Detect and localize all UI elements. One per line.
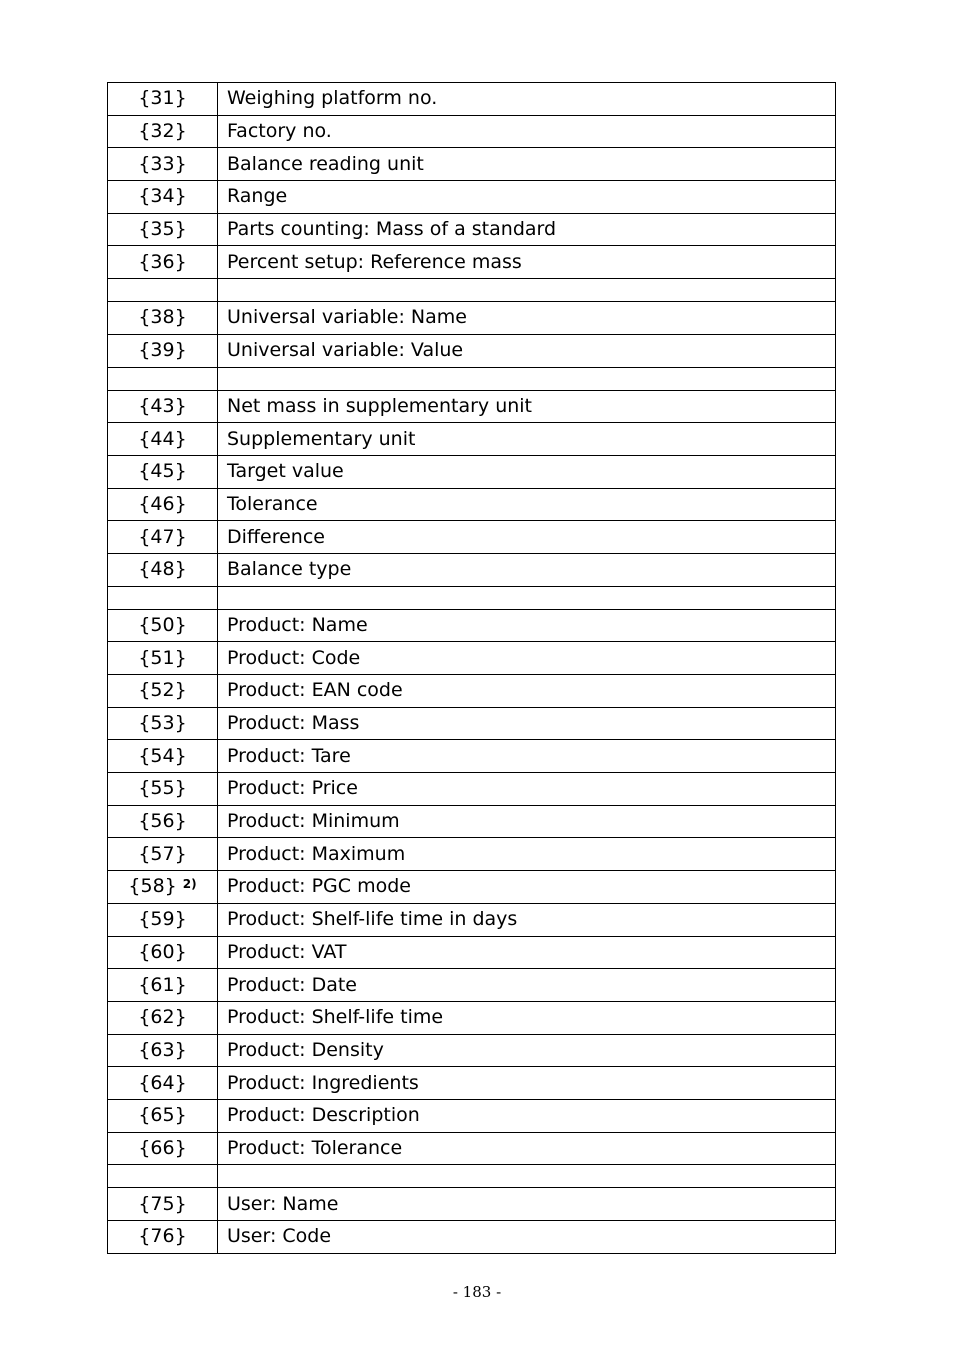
variable-description (218, 1221, 836, 1254)
variable-description (218, 675, 836, 708)
variable-description-text: Parts counting: Mass of a standard (227, 218, 557, 241)
variable-code-text: {61} (138, 973, 187, 996)
variable-code (108, 1034, 218, 1067)
variable-description (218, 586, 836, 609)
variable-code (108, 334, 218, 367)
variables-table (107, 82, 836, 1254)
variable-description (218, 1132, 836, 1165)
variable-description (218, 115, 836, 148)
table-row (108, 871, 836, 904)
variable-description (218, 642, 836, 675)
variable-description (218, 390, 836, 423)
variable-description (218, 1165, 836, 1188)
variable-code-text: {60} (138, 940, 187, 963)
variable-description (218, 1001, 836, 1034)
variable-code (108, 83, 218, 116)
variable-description-text: Product: Shelf-life time (227, 1006, 444, 1029)
table-row (108, 707, 836, 740)
variable-code-text: {63} (138, 1038, 187, 1061)
variable-description-text: Difference (227, 525, 325, 548)
table-row (108, 903, 836, 936)
variable-code (108, 213, 218, 246)
variable-code (108, 586, 218, 609)
table-row (108, 553, 836, 586)
variable-code (108, 903, 218, 936)
variable-description-text: Balance reading unit (227, 152, 424, 175)
variable-code-text: {34} (138, 185, 187, 208)
variable-description (218, 521, 836, 554)
variable-code-text: {43} (138, 394, 187, 417)
table-row-blank (108, 1165, 836, 1188)
table-row (108, 609, 836, 642)
variable-description-text: Supplementary unit (227, 427, 416, 450)
variable-code (108, 302, 218, 335)
variable-code-text: {33} (138, 152, 187, 175)
variable-code (108, 740, 218, 773)
table-row (108, 773, 836, 806)
variable-description-text: Product: Maximum (227, 842, 406, 865)
table-row (108, 1188, 836, 1221)
variable-code-text: {48} (138, 558, 187, 581)
variable-code-text: {56} (138, 810, 187, 833)
variable-description-text: Product: Minimum (227, 810, 400, 833)
variable-description (218, 148, 836, 181)
variable-description-text: Product: Tare (227, 744, 351, 767)
variable-description-text: Net mass in supplementary unit (227, 394, 533, 417)
variable-description-text: Product: VAT (227, 940, 347, 963)
table-row (108, 115, 836, 148)
variable-description-text: Product: Date (227, 973, 357, 996)
variable-description-text: Percent setup: Reference mass (227, 250, 522, 273)
variable-code (108, 148, 218, 181)
variable-description (218, 553, 836, 586)
variable-description (218, 1067, 836, 1100)
variable-description-text: Universal variable: Name (227, 306, 467, 329)
table-row (108, 1132, 836, 1165)
variable-code (108, 181, 218, 214)
variable-description (218, 838, 836, 871)
variable-code-text: {31} (138, 87, 187, 110)
table-row (108, 488, 836, 521)
variable-description-text: Product: Code (227, 646, 361, 669)
variable-description (218, 279, 836, 302)
table-row (108, 805, 836, 838)
variable-description-text: Product: Shelf-life time in days (227, 908, 518, 931)
footnote-marker: 2) (182, 877, 197, 892)
variable-description-text: Product: Mass (227, 712, 360, 735)
variable-code-text: {36} (138, 250, 187, 273)
table-row-blank (108, 586, 836, 609)
variable-code (108, 773, 218, 806)
variable-code (108, 521, 218, 554)
variable-description (218, 302, 836, 335)
variable-code-text: {59} (138, 908, 187, 931)
variable-code-text: {54} (138, 744, 187, 767)
variable-description (218, 969, 836, 1002)
variable-code (108, 936, 218, 969)
variable-code (108, 553, 218, 586)
variable-description-text: Product: Price (227, 777, 358, 800)
variable-description (218, 334, 836, 367)
variable-description-text: User: Name (227, 1192, 339, 1215)
variable-description (218, 903, 836, 936)
variable-description (218, 805, 836, 838)
table-row (108, 181, 836, 214)
table-row (108, 148, 836, 181)
variable-code (108, 1099, 218, 1132)
variable-code-text: {51} (138, 646, 187, 669)
table-row (108, 302, 836, 335)
variable-code-text: {35} (138, 218, 187, 241)
variable-description (218, 423, 836, 456)
variable-code (108, 390, 218, 423)
variable-description (218, 367, 836, 390)
table-row (108, 969, 836, 1002)
variable-description-text: Product: Name (227, 613, 368, 636)
variable-description (218, 740, 836, 773)
variable-code-text: {47} (138, 525, 187, 548)
variable-code (108, 115, 218, 148)
variable-code (108, 488, 218, 521)
variable-description (218, 455, 836, 488)
variable-description-text: Product: Tolerance (227, 1136, 403, 1159)
variable-code (108, 1001, 218, 1034)
table-row (108, 390, 836, 423)
variable-code-text: {58} (128, 875, 177, 898)
variable-code (108, 1188, 218, 1221)
variable-code-text: {53} (138, 712, 187, 735)
variable-description (218, 1188, 836, 1221)
page-number: - 183 - (452, 1283, 502, 1301)
variable-code (108, 1221, 218, 1254)
variable-code-text: {75} (138, 1192, 187, 1215)
variable-code (108, 367, 218, 390)
variable-code-text: {44} (138, 427, 187, 450)
variable-code-text: {64} (138, 1071, 187, 1094)
variable-code (108, 609, 218, 642)
variable-description (218, 773, 836, 806)
variable-description-text: Product: EAN code (227, 679, 403, 702)
variables-table-body (108, 83, 836, 1254)
variable-description-text: Product: Density (227, 1038, 384, 1061)
table-row (108, 1221, 836, 1254)
table-row-blank (108, 367, 836, 390)
table-row (108, 936, 836, 969)
variable-description (218, 83, 836, 116)
table-row-blank (108, 279, 836, 302)
variable-description-text: Target value (227, 460, 344, 483)
table-row (108, 838, 836, 871)
variable-code-text: {65} (138, 1104, 187, 1127)
variable-description (218, 707, 836, 740)
variable-description-text: Tolerance (227, 492, 318, 515)
variable-code-text: {76} (138, 1225, 187, 1248)
variable-code-text: {38} (138, 306, 187, 329)
variable-code (108, 838, 218, 871)
variable-description (218, 488, 836, 521)
table-row (108, 334, 836, 367)
variable-description (218, 936, 836, 969)
table-row (108, 246, 836, 279)
table-row (108, 521, 836, 554)
table-row (108, 455, 836, 488)
variable-description-text: Product: Ingredients (227, 1071, 419, 1094)
table-row (108, 213, 836, 246)
variable-code (108, 642, 218, 675)
variable-code (108, 675, 218, 708)
variable-code (108, 805, 218, 838)
variable-code-text: {66} (138, 1136, 187, 1159)
variable-code-text: {62} (138, 1006, 187, 1029)
variable-code-text: {50} (138, 613, 187, 636)
variable-description-text: Product: Description (227, 1104, 420, 1127)
variable-code-text: {46} (138, 492, 187, 515)
table-row (108, 740, 836, 773)
variable-description (218, 1034, 836, 1067)
variable-description (218, 609, 836, 642)
variable-code (108, 1067, 218, 1100)
variable-description (218, 246, 836, 279)
table-row (108, 1067, 836, 1100)
variable-code (108, 969, 218, 1002)
variable-code-text: {57} (138, 842, 187, 865)
variable-code (108, 871, 218, 904)
variable-code (108, 1165, 218, 1188)
variable-description-text: Universal variable: Value (227, 339, 464, 362)
table-row (108, 1099, 836, 1132)
variable-description (218, 871, 836, 904)
table-row (108, 642, 836, 675)
table-row (108, 1001, 836, 1034)
variable-description (218, 1099, 836, 1132)
variable-code-text: {32} (138, 120, 187, 143)
table-row (108, 423, 836, 456)
variable-description-text: Factory no. (227, 120, 332, 143)
variable-code (108, 455, 218, 488)
variable-code-text: {45} (138, 460, 187, 483)
table-row (108, 83, 836, 116)
variable-description-text: Range (227, 185, 288, 208)
variable-description (218, 213, 836, 246)
variable-description-text: Weighing platform no. (227, 87, 438, 110)
variable-description (218, 181, 836, 214)
variable-code-text: {55} (138, 777, 187, 800)
variable-description-text: Product: PGC mode (227, 875, 411, 898)
table-row (108, 1034, 836, 1067)
variable-description-text: Balance type (227, 558, 352, 581)
variable-description-text: User: Code (227, 1225, 332, 1248)
variable-code (108, 279, 218, 302)
variable-code (108, 707, 218, 740)
variable-code (108, 246, 218, 279)
variable-code (108, 423, 218, 456)
variable-code-text: {52} (138, 679, 187, 702)
table-row (108, 675, 836, 708)
variable-code (108, 1132, 218, 1165)
variable-code-text: {39} (138, 339, 187, 362)
